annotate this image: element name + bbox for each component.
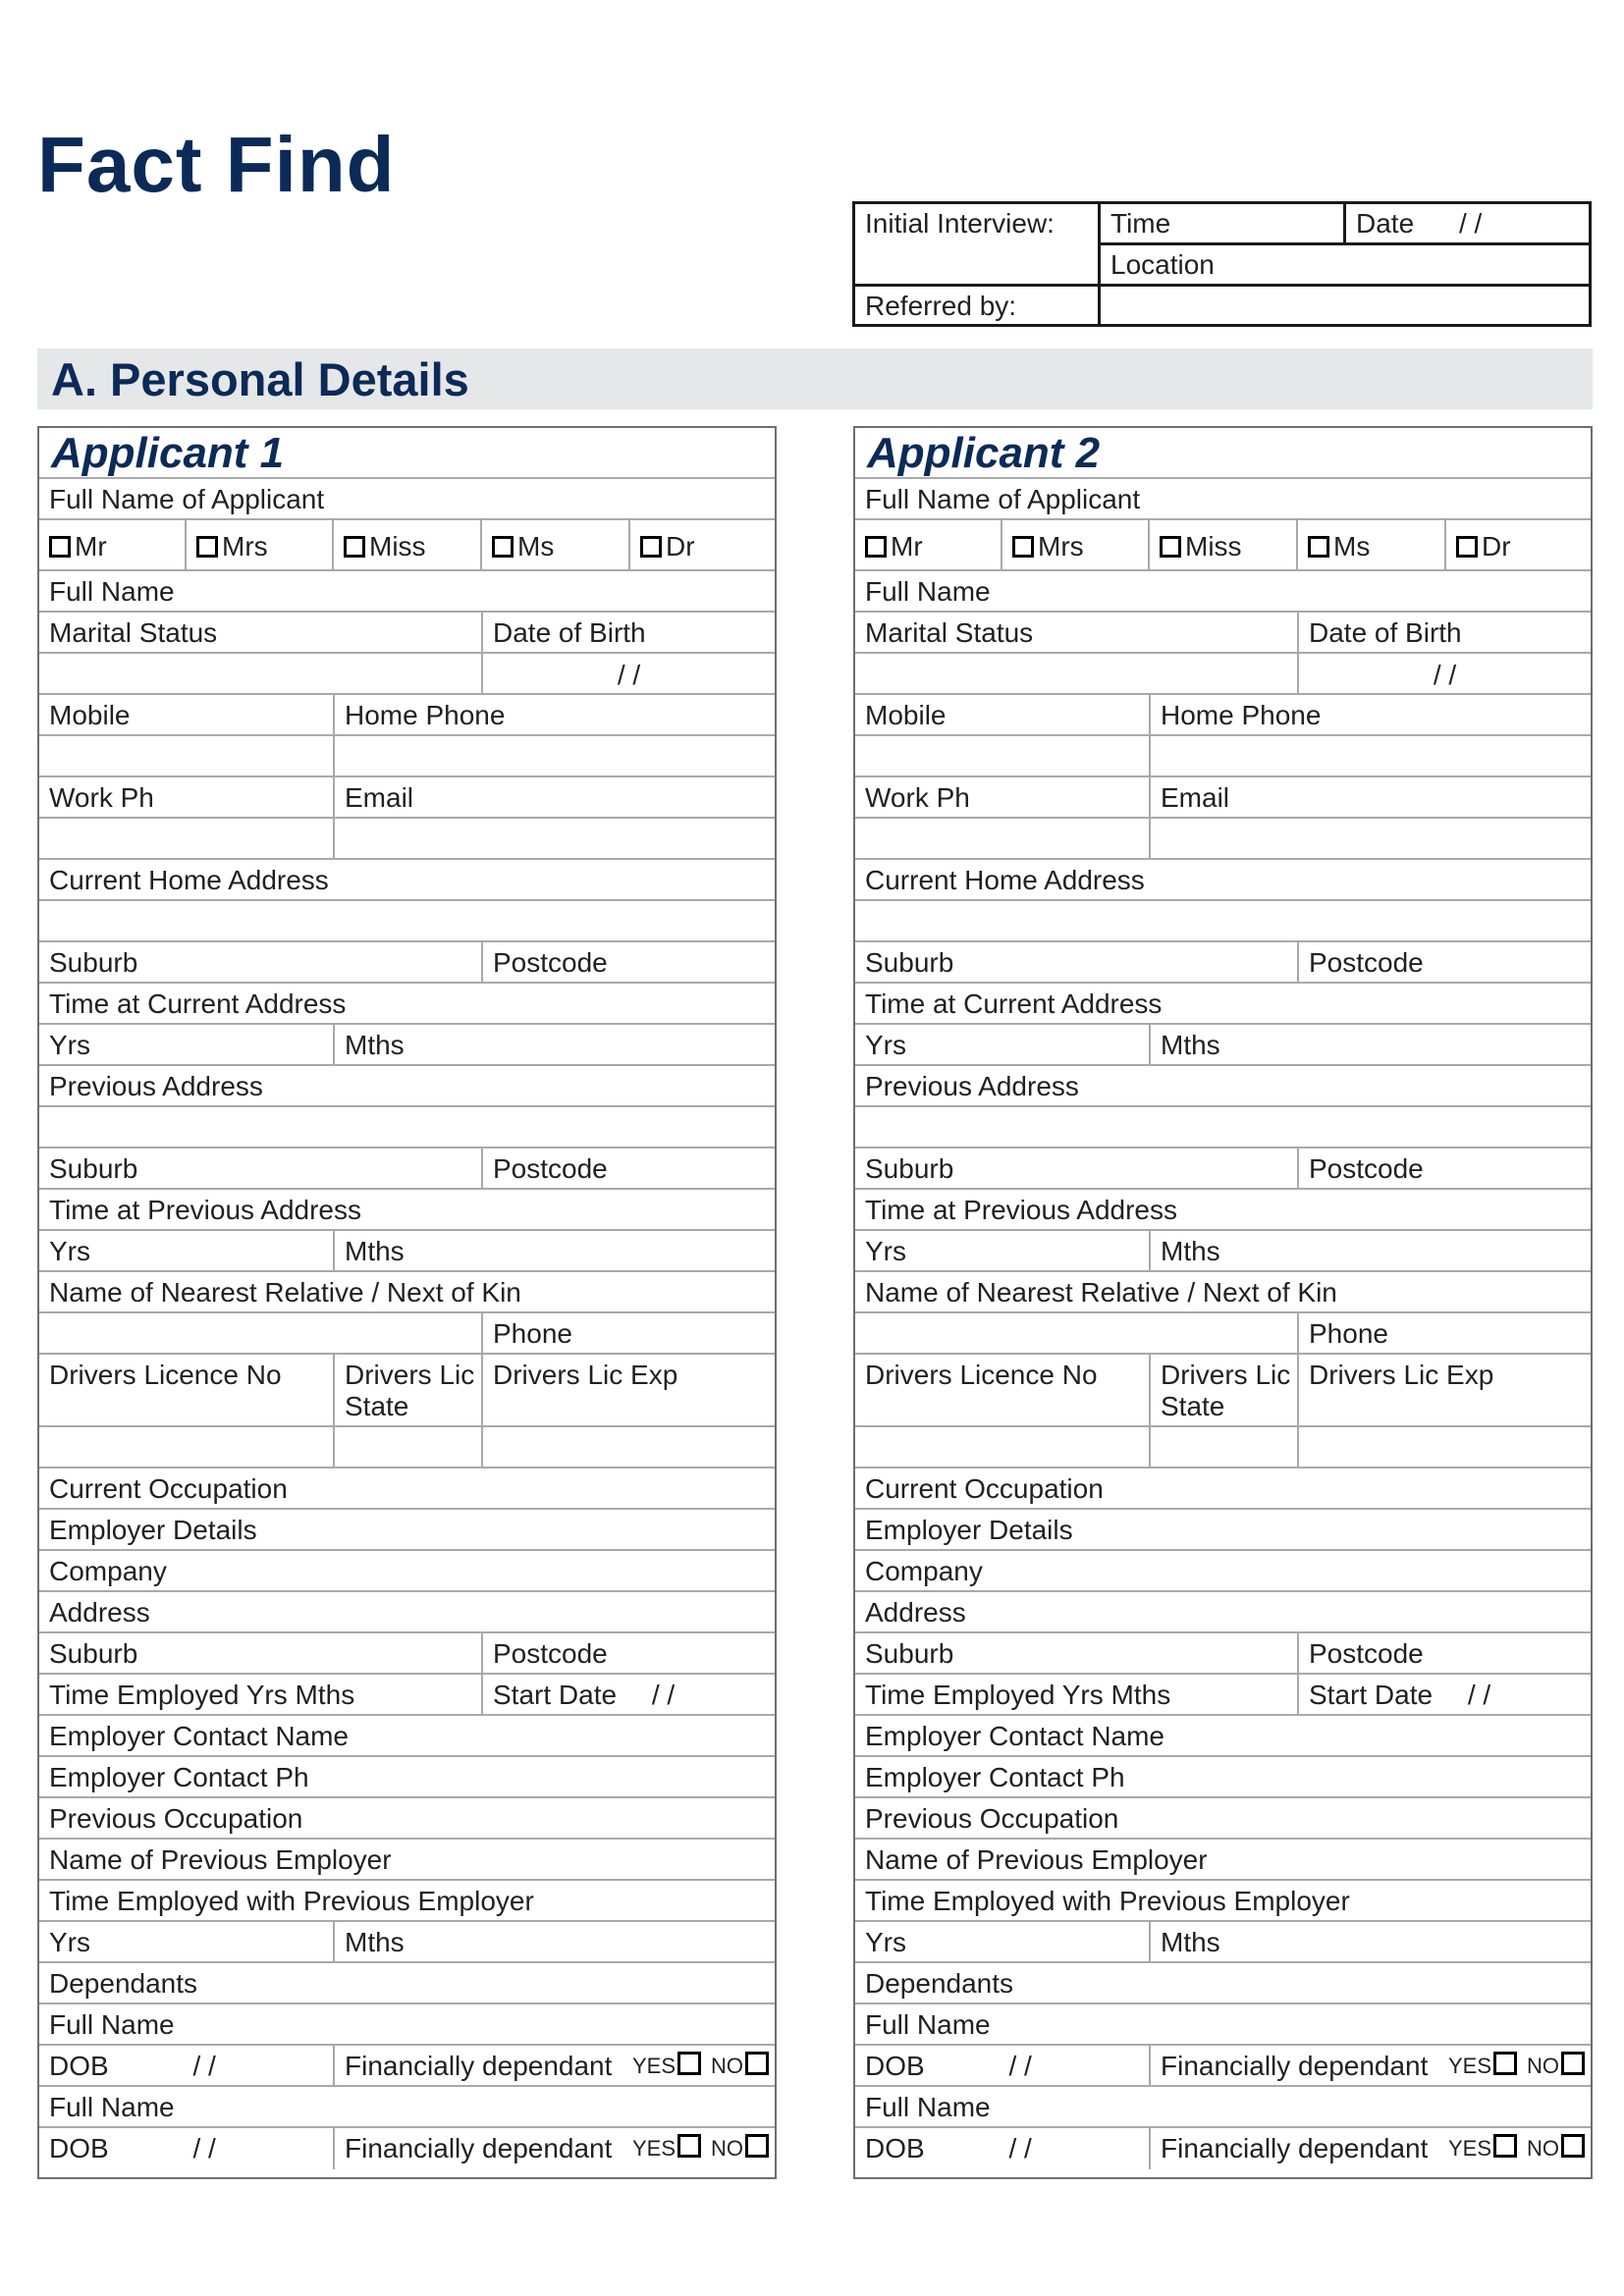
start-date-label: Start Date (1309, 1680, 1434, 1710)
date-field[interactable] (1346, 204, 1589, 245)
financially-dependant-field (335, 2128, 775, 2169)
suburb-field[interactable]: Suburb (855, 1633, 1299, 1673)
yes-no-options (1448, 2133, 1591, 2164)
dependant-full-name-field[interactable]: Full Name (865, 2009, 991, 2040)
employer-contact-ph-field[interactable]: Employer Contact Ph (49, 1762, 309, 1792)
date-of-birth-input[interactable]: / / (1433, 660, 1457, 690)
mobile-label: Mobile (855, 695, 1151, 734)
title-option-mr[interactable] (855, 520, 1002, 569)
previous-employer-field[interactable]: Name of Previous Employer (49, 1844, 392, 1875)
financially-dependant-field (335, 2046, 775, 2085)
full-name-of-applicant-row (855, 479, 1591, 520)
full-name-of-applicant-label: Full Name of Applicant (865, 484, 1141, 514)
next-of-kin-label: Name of Nearest Relative / Next of Kin (865, 1277, 1337, 1308)
yrs-field[interactable]: Yrs (39, 1025, 335, 1064)
drivers-lic-state-label: Drivers Lic State (1151, 1355, 1299, 1425)
time-field[interactable]: Time (1101, 204, 1346, 245)
mr-label: Mr (75, 531, 107, 561)
phone-field[interactable]: Phone (493, 1318, 572, 1349)
yrs-field[interactable]: Yrs (855, 1231, 1151, 1270)
employer-contact-name-field[interactable]: Employer Contact Name (49, 1721, 350, 1751)
postcode-field[interactable]: Postcode (1309, 1638, 1424, 1669)
title-option-dr[interactable] (1446, 520, 1591, 569)
postcode-field[interactable]: Postcode (1309, 947, 1424, 978)
employer-contact-name-field[interactable]: Employer Contact Name (865, 1721, 1165, 1751)
no-checkbox[interactable] (745, 2052, 769, 2075)
mrs-label: Mrs (1038, 531, 1084, 561)
suburb-field[interactable]: Suburb (855, 942, 1299, 982)
title-options-row (39, 520, 775, 571)
date-of-birth-label: Date of Birth (493, 617, 646, 648)
mrs-label: Mrs (222, 531, 268, 561)
financially-dependant-field (1151, 2046, 1591, 2085)
home-phone-input[interactable] (1151, 736, 1591, 775)
dob-label: DOB (865, 2133, 925, 2163)
no-label: NO (1527, 2136, 1559, 2161)
mobile-input[interactable] (39, 736, 335, 775)
referred-by-field[interactable] (1101, 287, 1589, 324)
employer-details-label: Employer Details (49, 1515, 257, 1545)
yes-checkbox[interactable] (1493, 2134, 1517, 2158)
dob-label: DOB (865, 2051, 925, 2081)
suburb-field[interactable]: Suburb (855, 1148, 1299, 1188)
home-phone-input[interactable] (335, 736, 775, 775)
yes-label: YES (1447, 2136, 1491, 2161)
title-option-mr[interactable] (39, 520, 187, 569)
mr-label: Mr (891, 531, 923, 561)
interview-box (852, 201, 1592, 327)
dob-slashes: / / (1008, 2133, 1032, 2163)
ms-label: Ms (1333, 531, 1371, 561)
current-home-address-input[interactable] (39, 901, 775, 940)
title-option-mrs[interactable] (187, 520, 334, 569)
time-employed-field[interactable]: Time Employed Yrs Mths (39, 1675, 483, 1714)
phone-field[interactable]: Phone (1309, 1318, 1388, 1349)
drivers-lic-state-input[interactable] (1151, 1427, 1299, 1467)
time-with-previous-employer-label: Time Employed with Previous Employer (865, 1886, 1350, 1916)
previous-occupation-field[interactable]: Previous Occupation (49, 1803, 303, 1834)
financially-dependant-label: Financially dependant (1161, 2051, 1429, 2081)
time-at-current-address-label: Time at Current Address (865, 988, 1163, 1019)
title-options-row (855, 520, 1591, 571)
company-field[interactable]: Company (49, 1556, 167, 1586)
financially-dependant-label: Financially dependant (345, 2133, 613, 2163)
previous-occupation-field[interactable]: Previous Occupation (865, 1803, 1119, 1834)
drivers-licence-no-input[interactable] (39, 1427, 335, 1467)
dependant-dob-field[interactable] (39, 2128, 335, 2169)
employer-details-label: Employer Details (865, 1515, 1073, 1545)
marital-status-label: Marital Status (855, 613, 1299, 652)
postcode-field[interactable]: Postcode (493, 1153, 608, 1184)
marital-status-input[interactable] (855, 654, 1299, 693)
dob-label: DOB (49, 2051, 109, 2081)
drivers-lic-exp-label: Drivers Lic Exp (493, 1360, 678, 1390)
financially-dependant-label: Financially dependant (345, 2051, 613, 2081)
mths-field[interactable]: Mths (345, 1236, 405, 1266)
full-name-of-applicant-label: Full Name of Applicant (49, 484, 325, 514)
financially-dependant-label: Financially dependant (1161, 2133, 1429, 2163)
start-date-field[interactable] (483, 1675, 775, 1714)
postcode-field[interactable]: Postcode (493, 1638, 608, 1669)
miss-checkbox[interactable] (344, 536, 365, 558)
section-title: A. Personal Details (51, 353, 469, 405)
previous-address-label: Previous Address (49, 1071, 263, 1101)
applicant-title: Applicant 1 (39, 428, 775, 479)
dob-label: DOB (49, 2133, 109, 2163)
mths-field[interactable]: Mths (1161, 1927, 1220, 1957)
next-of-kin-input[interactable] (855, 1313, 1299, 1353)
no-label: NO (711, 2136, 743, 2161)
drivers-lic-state-label: Drivers Lic State (335, 1355, 483, 1425)
address-field[interactable]: Address (865, 1597, 966, 1628)
title-option-miss[interactable] (334, 520, 482, 569)
title-option-dr[interactable] (630, 520, 775, 569)
date-of-birth-label: Date of Birth (1309, 617, 1462, 648)
initial-interview-label: Initial Interview: (855, 204, 1101, 287)
yes-no-options (632, 2133, 775, 2164)
page-title: Fact Find (37, 121, 396, 208)
location-field[interactable]: Location (1101, 245, 1589, 287)
date-label: Date (1356, 208, 1415, 239)
miss-label: Miss (369, 531, 426, 561)
yes-no-options (1448, 2051, 1591, 2082)
email-label: Email (345, 782, 414, 813)
yrs-field[interactable]: Yrs (39, 1922, 335, 1961)
employer-contact-ph-field[interactable]: Employer Contact Ph (865, 1762, 1125, 1792)
home-phone-label: Home Phone (345, 700, 506, 730)
start-date-field[interactable] (1299, 1675, 1591, 1714)
yrs-field[interactable]: Yrs (855, 1922, 1151, 1961)
miss-checkbox[interactable] (1160, 536, 1181, 558)
time-at-previous-address-label: Time at Previous Address (49, 1195, 361, 1225)
yes-checkbox[interactable] (677, 2052, 701, 2075)
yes-checkbox[interactable] (677, 2134, 701, 2158)
applicant-title: Applicant 2 (855, 428, 1591, 479)
previous-address-input[interactable] (855, 1107, 1591, 1147)
previous-employer-field[interactable]: Name of Previous Employer (865, 1844, 1208, 1875)
work-ph-input[interactable] (855, 819, 1151, 858)
ms-checkbox[interactable] (492, 536, 514, 558)
suburb-field[interactable]: Suburb (39, 942, 483, 982)
no-checkbox[interactable] (1561, 2134, 1585, 2158)
current-home-address-label: Current Home Address (49, 865, 329, 895)
dependant-dob-field[interactable] (39, 2046, 335, 2085)
dependant-dob-field[interactable] (855, 2128, 1151, 2169)
yes-no-options (632, 2051, 775, 2082)
postcode-field[interactable]: Postcode (1309, 1153, 1424, 1184)
applicant-2-panel (853, 426, 1593, 2179)
email-label: Email (1161, 782, 1230, 813)
full-name-of-applicant-row (39, 479, 775, 520)
company-field[interactable]: Company (865, 1556, 983, 1586)
email-input[interactable] (1151, 819, 1591, 858)
previous-address-input[interactable] (39, 1107, 775, 1147)
dr-checkbox[interactable] (1456, 536, 1478, 558)
no-label: NO (1527, 2054, 1559, 2078)
marital-status-input[interactable] (39, 654, 483, 693)
title-option-mrs[interactable] (1002, 520, 1150, 569)
date-slashes: / / (1458, 208, 1483, 239)
drivers-licence-no-input[interactable] (855, 1427, 1151, 1467)
yrs-field[interactable]: Yrs (855, 1025, 1151, 1064)
dependant-full-name-field[interactable]: Full Name (49, 2009, 175, 2040)
mr-checkbox[interactable] (49, 536, 71, 558)
yes-checkbox[interactable] (1493, 2052, 1517, 2075)
mths-field[interactable]: Mths (345, 1927, 405, 1957)
next-of-kin-input[interactable] (39, 1313, 483, 1353)
ms-label: Ms (517, 531, 555, 561)
next-of-kin-label: Name of Nearest Relative / Next of Kin (49, 1277, 521, 1308)
mr-checkbox[interactable] (865, 536, 887, 558)
current-home-address-label: Current Home Address (865, 865, 1145, 895)
work-ph-input[interactable] (39, 819, 335, 858)
dr-checkbox[interactable] (640, 536, 662, 558)
address-field[interactable]: Address (49, 1597, 150, 1628)
marital-status-label: Marital Status (39, 613, 483, 652)
mobile-label: Mobile (39, 695, 335, 734)
previous-address-label: Previous Address (865, 1071, 1079, 1101)
dependant-dob-field[interactable] (855, 2046, 1151, 2085)
time-employed-field[interactable]: Time Employed Yrs Mths (855, 1675, 1299, 1714)
date-of-birth-input[interactable]: / / (617, 660, 641, 690)
ms-checkbox[interactable] (1308, 536, 1329, 558)
dob-slashes: / / (192, 2051, 216, 2081)
postcode-field[interactable]: Postcode (493, 947, 608, 978)
drivers-lic-exp-input[interactable] (483, 1427, 775, 1467)
drivers-licence-no-label: Drivers Licence No (39, 1355, 335, 1425)
time-at-current-address-label: Time at Current Address (49, 988, 347, 1019)
dr-label: Dr (1482, 531, 1511, 561)
start-date-slashes: / / (1467, 1680, 1491, 1710)
dependant-full-name-field[interactable]: Full Name (49, 2092, 175, 2122)
work-ph-label: Work Ph (39, 777, 335, 817)
drivers-lic-exp-label: Drivers Lic Exp (1309, 1360, 1494, 1390)
dr-label: Dr (666, 531, 695, 561)
suburb-field[interactable]: Suburb (39, 1633, 483, 1673)
mths-field[interactable]: Mths (1161, 1030, 1220, 1060)
mobile-input[interactable] (855, 736, 1151, 775)
title-option-ms[interactable] (1298, 520, 1446, 569)
yes-label: YES (631, 2054, 676, 2078)
email-input[interactable] (335, 819, 775, 858)
mths-field[interactable]: Mths (1161, 1236, 1220, 1266)
current-occupation-field[interactable]: Current Occupation (865, 1473, 1104, 1504)
mths-field[interactable]: Mths (345, 1030, 405, 1060)
title-option-ms[interactable] (482, 520, 630, 569)
current-occupation-field[interactable]: Current Occupation (49, 1473, 288, 1504)
drivers-lic-state-input[interactable] (335, 1427, 483, 1467)
dob-slashes: / / (192, 2133, 216, 2163)
applicant-1-panel (37, 426, 777, 2179)
home-phone-label: Home Phone (1161, 700, 1322, 730)
no-checkbox[interactable] (745, 2134, 769, 2158)
time-with-previous-employer-label: Time Employed with Previous Employer (49, 1886, 534, 1916)
drivers-licence-no-label: Drivers Licence No (855, 1355, 1151, 1425)
dob-slashes: / / (1008, 2051, 1032, 2081)
section-header (37, 348, 1593, 409)
referred-by-label: Referred by: (855, 287, 1101, 324)
yes-label: YES (631, 2136, 676, 2161)
start-date-label: Start Date (493, 1680, 618, 1710)
financially-dependant-field (1151, 2128, 1591, 2169)
yes-label: YES (1447, 2054, 1491, 2078)
time-at-previous-address-label: Time at Previous Address (865, 1195, 1177, 1225)
suburb-field[interactable]: Suburb (39, 1148, 483, 1188)
dependants-label: Dependants (865, 1968, 1014, 1999)
work-ph-label: Work Ph (855, 777, 1151, 817)
mrs-checkbox[interactable] (1012, 536, 1034, 558)
title-option-miss[interactable] (1150, 520, 1298, 569)
dependant-full-name-field[interactable]: Full Name (865, 2092, 991, 2122)
no-label: NO (711, 2054, 743, 2078)
drivers-lic-exp-input[interactable] (1299, 1427, 1591, 1467)
dependants-label: Dependants (49, 1968, 198, 1999)
miss-label: Miss (1185, 531, 1242, 561)
start-date-slashes: / / (651, 1680, 676, 1710)
mrs-checkbox[interactable] (196, 536, 218, 558)
full-name-field[interactable]: Full Name (865, 576, 991, 607)
yrs-field[interactable]: Yrs (39, 1231, 335, 1270)
no-checkbox[interactable] (1561, 2052, 1585, 2075)
full-name-field[interactable]: Full Name (49, 576, 175, 607)
current-home-address-input[interactable] (855, 901, 1591, 940)
